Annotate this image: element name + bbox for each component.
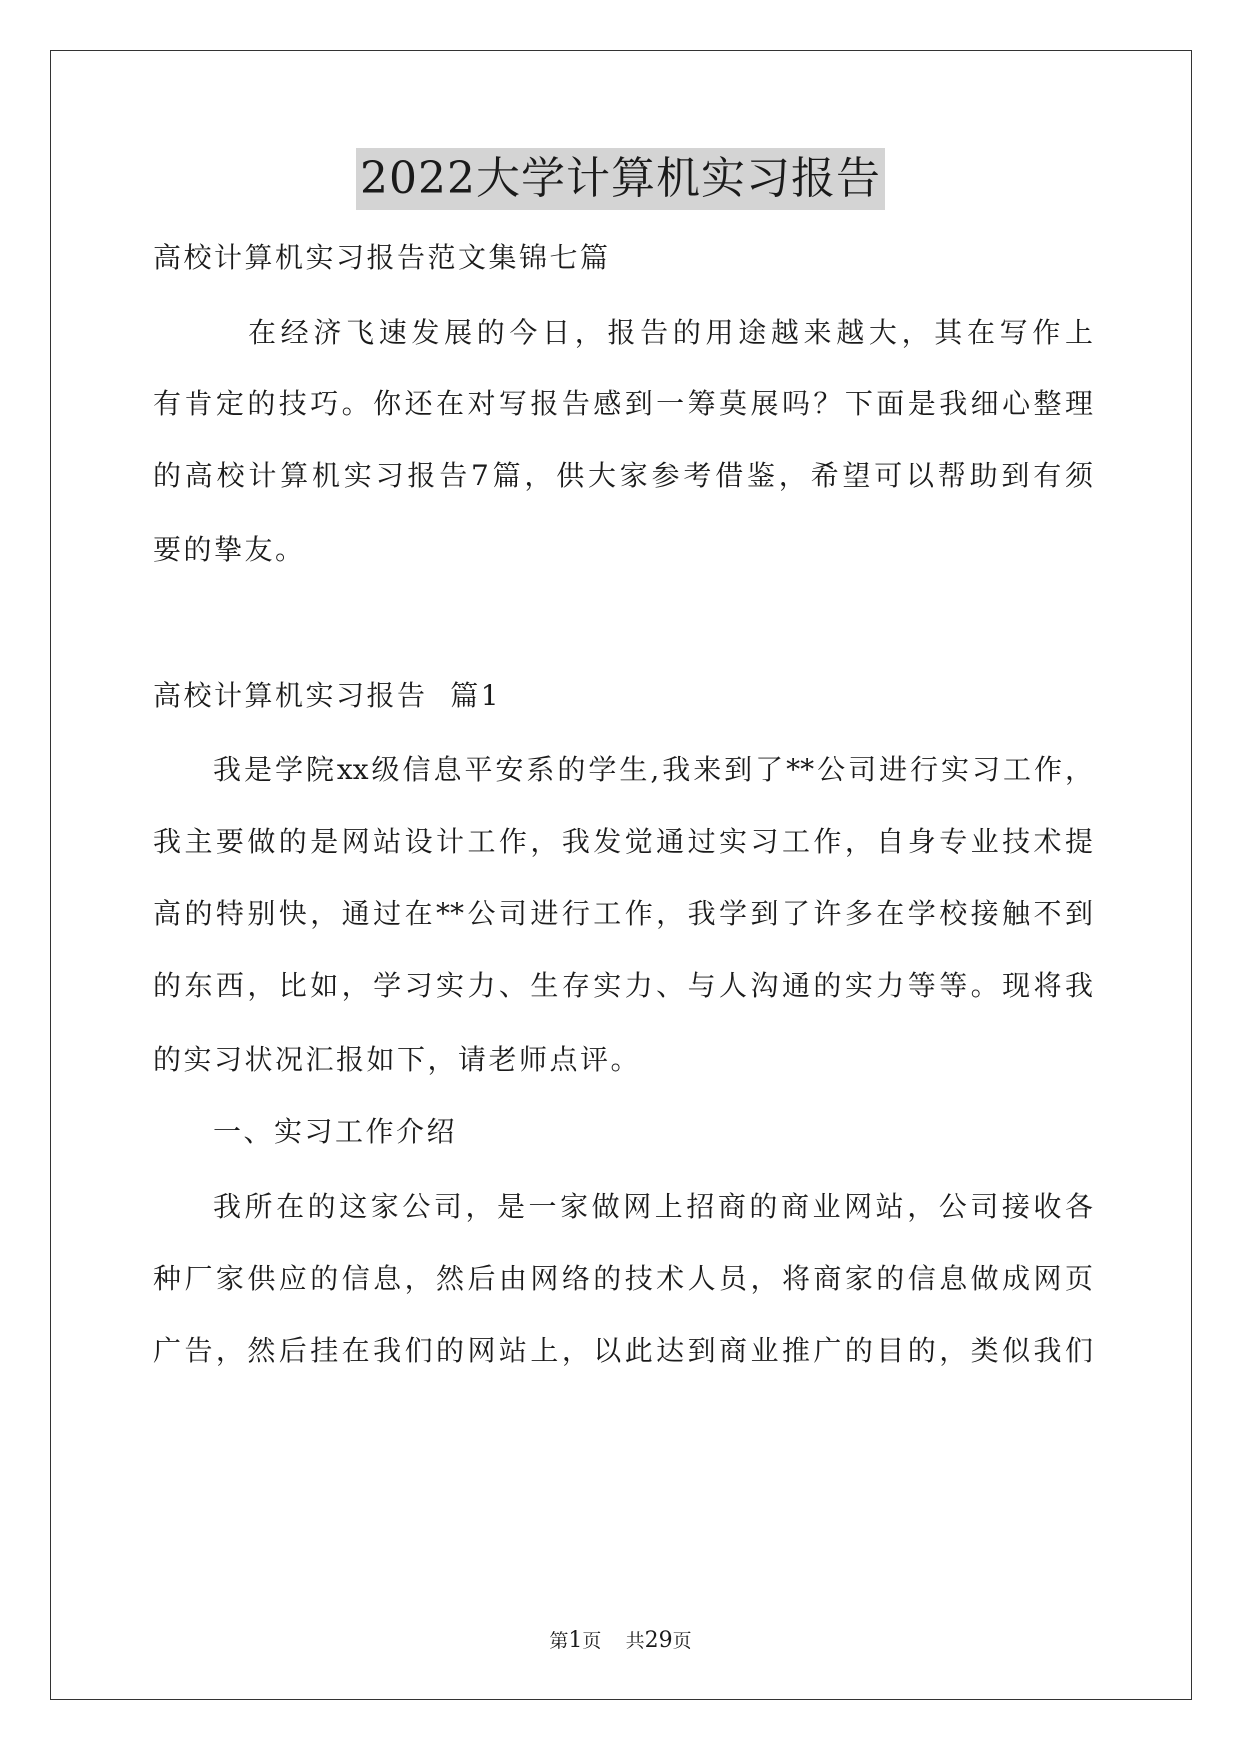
paragraph2-line-2: 种厂家供应的信息，然后由网络的技术人员，将商家的信息做成网页 bbox=[153, 1262, 1093, 1295]
document-subtitle: 高校计算机实习报告范文集锦七篇 bbox=[153, 241, 611, 274]
intro-line-4: 要的挚友。 bbox=[153, 533, 306, 566]
page-number: 1 bbox=[568, 1628, 583, 1653]
page-prefix: 第 bbox=[549, 1630, 569, 1652]
paragraph1-line-3: 高的特别快，通过在**公司进行工作，我学到了许多在学校接触不到 bbox=[153, 897, 1093, 930]
intro-line-1: 在经济飞速发展的今日，报告的用途越来越大，其在写作上 bbox=[248, 316, 1093, 349]
document-title: 2022大学计算机实习报告 bbox=[356, 148, 885, 210]
page-suffix: 页 bbox=[582, 1630, 602, 1652]
page-border bbox=[50, 50, 1192, 1700]
title-container bbox=[0, 148, 1241, 210]
paragraph2-line-3: 广告，然后挂在我们的网站上，以此达到商业推广的目的，类似我们 bbox=[153, 1334, 1093, 1367]
paragraph1-line-1: 我是学院xx级信息平安系的学生,我来到了**公司进行实习工作， bbox=[213, 753, 1093, 786]
intro-line-2: 有肯定的技巧。你还在对写报告感到一筹莫展吗？下面是我细心整理 bbox=[153, 387, 1093, 420]
total-pages: 29 bbox=[644, 1628, 673, 1653]
page-footer bbox=[0, 1628, 1241, 1654]
paragraph2-line-1: 我所在的这家公司，是一家做网上招商的商业网站，公司接收各 bbox=[213, 1190, 1093, 1223]
total-suffix: 页 bbox=[672, 1630, 692, 1652]
paragraph1-line-4: 的东西，比如，学习实力、生存实力、与人沟通的实力等等。现将我 bbox=[153, 969, 1093, 1002]
total-prefix: 共 bbox=[625, 1630, 645, 1652]
paragraph1-line-5: 的实习状况汇报如下，请老师点评。 bbox=[153, 1043, 642, 1076]
section-subheading: 一、实习工作介绍 bbox=[213, 1115, 458, 1148]
paragraph1-line-2: 我主要做的是网站设计工作，我发觉通过实习工作，自身专业技术提 bbox=[153, 825, 1093, 858]
intro-line-3: 的高校计算机实习报告7篇，供大家参考借鉴，希望可以帮助到有须 bbox=[153, 459, 1093, 492]
section-heading: 高校计算机实习报告 篇1 bbox=[153, 679, 502, 712]
